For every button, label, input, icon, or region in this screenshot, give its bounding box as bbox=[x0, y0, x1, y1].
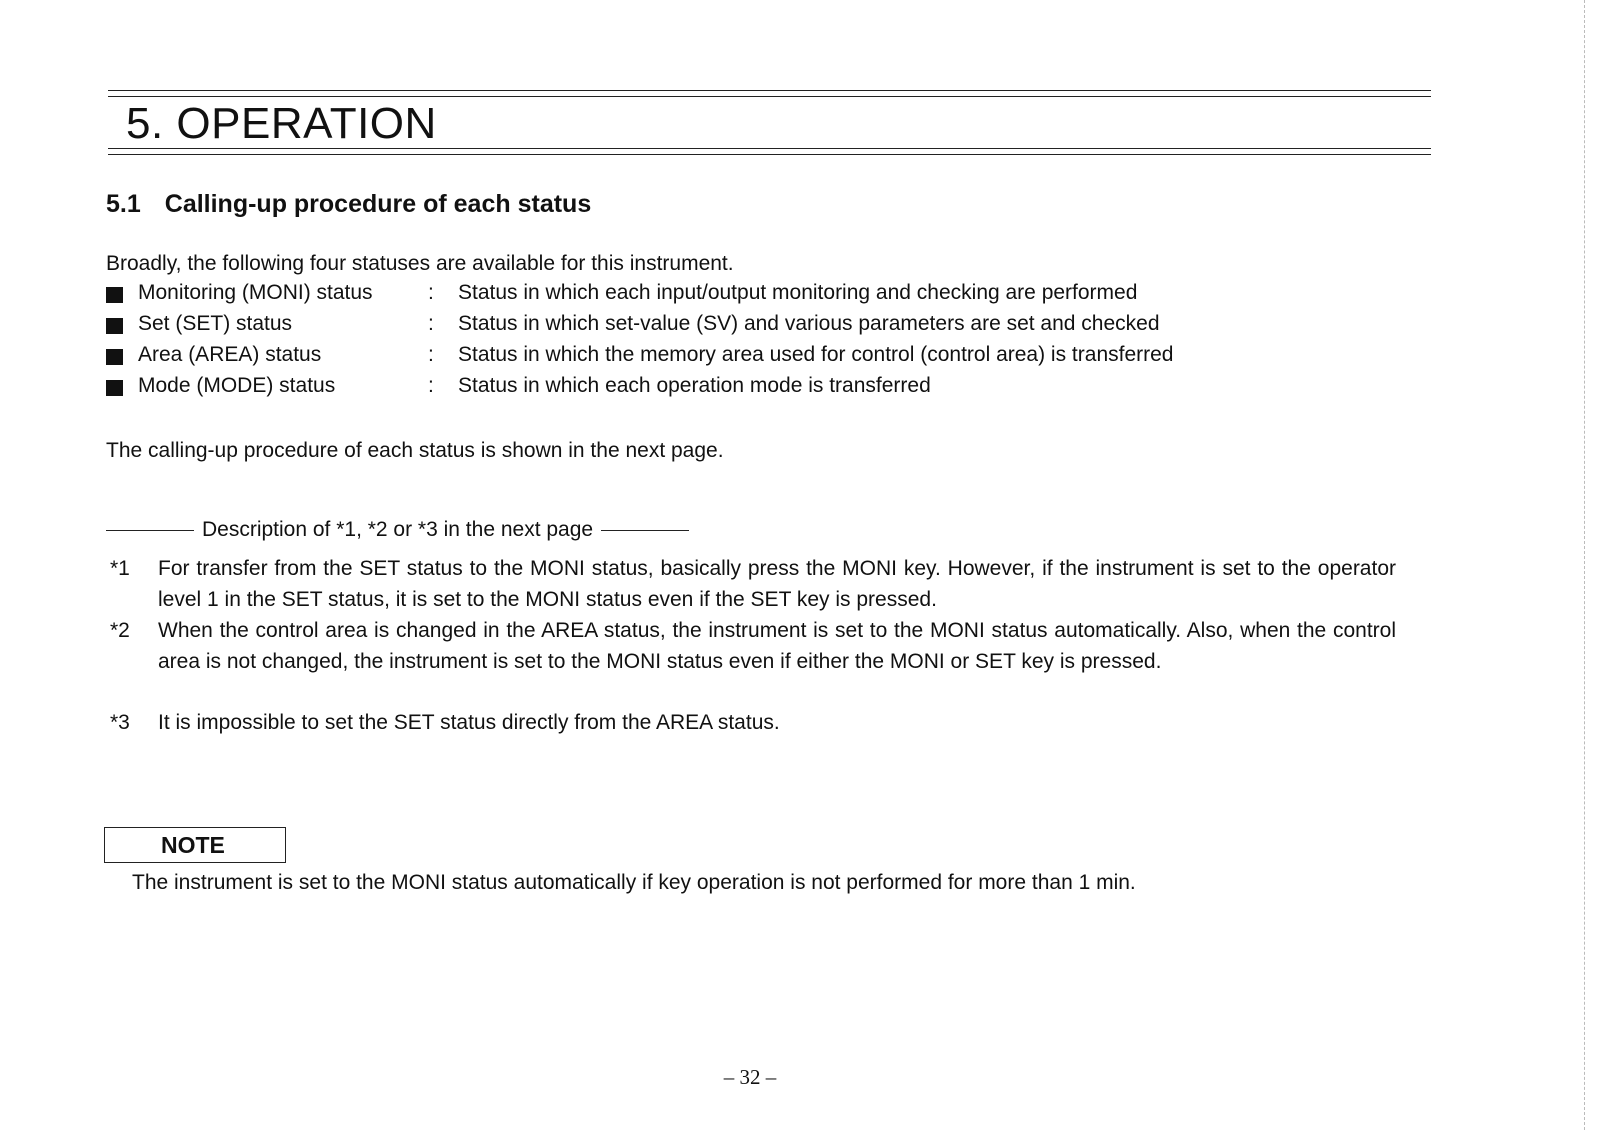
section-title bbox=[106, 188, 591, 220]
status-description: Status in which each operation mode is transferred bbox=[458, 374, 931, 397]
square-bullet-icon bbox=[106, 318, 123, 334]
page-number: – 32 – bbox=[723, 1065, 777, 1089]
bottom-rule-inner bbox=[108, 148, 1431, 149]
status-description: Status in which the memory area used for control (control area) is transferred bbox=[458, 343, 1174, 366]
scan-edge bbox=[1584, 0, 1585, 1130]
intro-text: Broadly, the following four statuses are available for this instrument. bbox=[106, 252, 734, 275]
footnote-text: When the control area is changed in the AREA status, the instrument is set to the MONI status automatically. Also, when the control area is not changed, the instrument is set to the MONI status even if either the MONI or SET key is pressed. bbox=[158, 619, 1396, 673]
footnote-text: It is impossible to set the SET status directly from the AREA status. bbox=[158, 711, 780, 734]
footnote-item bbox=[106, 707, 1396, 738]
footnote-marker: *3 bbox=[110, 711, 130, 734]
status-name: Mode (MODE) status bbox=[138, 374, 336, 397]
note-box bbox=[104, 827, 286, 863]
status-name: Monitoring (MONI) status bbox=[138, 281, 373, 304]
square-bullet-icon bbox=[106, 287, 123, 303]
footnote-marker: *2 bbox=[110, 619, 130, 642]
status-description: Status in which each input/output monitoring and checking are performed bbox=[458, 281, 1138, 304]
footnote-text: For transfer from the SET status to the MONI status, basically press the MONI key. However, if the instrument is set to the operator level 1 in the SET status, it is set to the MONI status even if the SET key is pressed. bbox=[158, 557, 1396, 611]
top-rule-inner bbox=[108, 96, 1431, 97]
section-number: 5.1 bbox=[106, 190, 141, 218]
description-heading-label: Description of *1, *2 or *3 in the next page bbox=[202, 518, 594, 542]
status-separator: : bbox=[428, 281, 434, 304]
status-name: Area (AREA) status bbox=[138, 343, 322, 366]
heading-rule-left bbox=[106, 530, 194, 531]
outro-text: The calling-up procedure of each status is shown in the next page. bbox=[106, 439, 724, 462]
footnote-item bbox=[106, 553, 1396, 615]
status-name: Set (SET) status bbox=[138, 312, 293, 335]
section-title-text: Calling-up procedure of each status bbox=[164, 190, 592, 218]
footnote-item bbox=[106, 615, 1396, 677]
status-separator: : bbox=[428, 343, 434, 366]
bottom-rule bbox=[108, 154, 1431, 155]
chapter-header bbox=[108, 90, 1431, 156]
top-rule bbox=[108, 90, 1431, 91]
footnote-marker: *1 bbox=[110, 557, 130, 580]
heading-rule-right bbox=[601, 530, 689, 531]
square-bullet-icon bbox=[106, 380, 123, 396]
description-heading bbox=[106, 516, 689, 544]
status-description: Status in which set-value (SV) and various parameters are set and checked bbox=[458, 312, 1160, 335]
note-label: NOTE bbox=[161, 832, 225, 858]
status-separator: : bbox=[428, 312, 434, 335]
square-bullet-icon bbox=[106, 349, 123, 365]
status-separator: : bbox=[428, 374, 434, 397]
note-text: The instrument is set to the MONI status automatically if key operation is not performed for more than 1 min. bbox=[132, 871, 1136, 894]
chapter-title: 5. OPERATION bbox=[126, 99, 437, 148]
